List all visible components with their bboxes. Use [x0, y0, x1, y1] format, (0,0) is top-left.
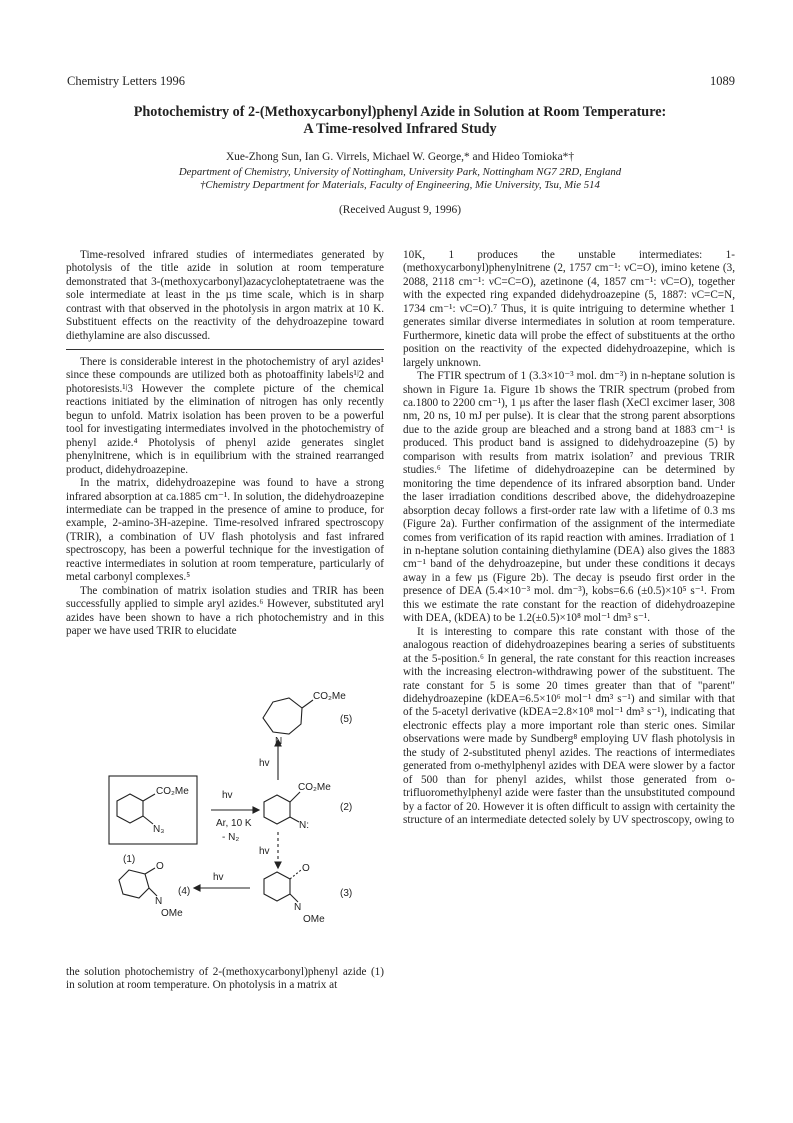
c4-ome-label: OMe — [161, 908, 183, 919]
c3-n-label: N — [294, 902, 302, 913]
title-line-2: A Time-resolved Infrared Study — [303, 121, 497, 137]
c5-n-label: N — [275, 736, 283, 747]
paragraph: It is interesting to compare this rate constant with those of the analogous reaction of didehydroazepines bearing a series of substituents at the 5-position.⁶ In general, the rate constant for this reaction increases with the increasing electron-withdrawing power of the substituent. The rate constant for 5 is some 20 times greater than that of "parent" didehydroazepine (kDEA=6.5×10⁶ mol⁻¹ dm³ s⁻¹) and similar with that of the 5-acetyl derivative (kDEA=2.8×10⁸ mol⁻¹ dm³ s⁻¹), indicating that electronic effects play a more important role than steric ones. Similar observations were made by Sundberg⁸ employing UV flash photolysis in the study of 2-substituted phenyl azides. The reactions of intermediates generated from o-methylphenyl azides with DEA were slower by a factor of 500 than for phenyl azides, whilst those generated from o-trifluoromethylphenyl azide were faster than the unsubstituted compound by a factor of 20. However it is often difficult to assign with certainity the structure of an intermediate detected solely by UV spectroscopy, owing to — [403, 625, 735, 827]
hv-label-2: hv — [259, 758, 270, 769]
paragraph: There is considerable interest in the photochemistry of aryl azides¹ since these compounds are utilized both as photoaffinity labels¹ʲ2 and photoresists.¹ʲ3 However the complete picture of the chemical reactions initiated by the elimination of nitrogen has only recently begun to unfold. Matrix isolation has been proven to be a powerful tool for investigating intermediates involved in the photochemistry of phenyl azide.⁴ Photolysis of phenyl azide generates singlet phenylnitrene, which is in equilibrium with the strained rearranged product, didehydroazepine. — [66, 356, 384, 476]
hv-label-1: hv — [222, 790, 233, 801]
right-column — [403, 249, 735, 827]
left-column-bottom — [66, 966, 384, 993]
page-number: 1089 — [710, 74, 735, 88]
abstract-divider — [66, 349, 384, 350]
reaction-scheme — [95, 682, 390, 940]
compound-3-ring — [264, 872, 290, 901]
compound-2-ring — [264, 795, 290, 824]
compound-4-ring — [119, 870, 149, 898]
affiliation-1: Department of Chemistry, University of Nottingham, University Park, Nottingham NG7 2RD, England — [178, 166, 622, 178]
ar-conditions-label: Ar, 10 K — [216, 818, 252, 829]
article-title — [60, 104, 740, 138]
c5-co2me-label: CO₂Me — [313, 691, 346, 702]
hv-label-3: hv — [259, 846, 270, 857]
authors: Xue-Zhong Sun, Ian G. Virrels, Michael W. George,* and Hideo Tomioka*† — [225, 151, 575, 163]
abstract-text: Time-resolved infrared studies of intermediates generated by photolysis of the title azide in solution at room temperature demonstrated that 3-(methoxycarbonyl)azacycloheptatetraene was the sole intermediate at least in the µs time scale, which is in sharp contrast with that observed in the photolysis in argon matrix at 10 K. Substituent effects on the reactivity of the dehydroazepine toward diethylamine are also discussed. — [66, 249, 384, 342]
hv-label-4: hv — [213, 872, 224, 883]
abstract — [66, 249, 384, 343]
c4-o-label: O — [156, 861, 164, 872]
title-line-1: Photochemistry of 2-(Methoxycarbonyl)phenyl Azide in Solution at Room Temperature: — [133, 104, 667, 120]
c1-label: (1) — [123, 854, 136, 865]
paragraph: 10K, 1 produces the unstable intermediates: 1-(methoxycarbonyl)phenylnitrene (2, 1757 cm⁻¹: νC=O), imino ketene (3, 2088, 2118 cm⁻¹: νC=C=O), azetinone (4, 1857 cm⁻¹: νC=O), together with the expected ring expanded didehydroazepine (5, 1887: νC=C=N, 1734 cm⁻¹: νC=O).⁷ Thus, it is quite intriguing to determine whether 1 generates similar diverse intermediates in solution at room temperature. Furthermore, kinetic data will probe the effect of substituents at the ortho position on the reactivity of the expected didehydroazepine, which is largely unknown. — [403, 249, 735, 369]
paragraph: In the matrix, didehydroazepine was found to have a strong infrared absorption at ca.1885 cm⁻¹. In solution, the didehydroazepine intermediate can be trapped in the presence of amine to produce, for example, 2-amino-3H-azepine. Time-resolved infrared spectroscopy (TRIR), a combination of UV flash photolysis and fast infrared spectroscopy, has been a powerful technique for the investigation of reactive intermediates in solution at room temperature, particularly of metal carbonyl complexes.⁵ — [66, 477, 384, 584]
c4-n-label: N — [155, 896, 163, 907]
journal-header: Chemistry Letters 1996 — [67, 74, 186, 88]
compound-1-ring — [117, 794, 143, 823]
c1-co2me-label: CO₂Me — [156, 786, 189, 797]
left-column — [66, 356, 384, 639]
c3-ome-label: OMe — [303, 914, 325, 925]
compound-5-ring — [263, 698, 302, 734]
received-date: (Received August 9, 1996) — [338, 204, 462, 216]
c2-label: (2) — [340, 802, 353, 813]
minus-n2-label: - N₂ — [222, 832, 240, 843]
paragraph: the solution photochemistry of 2-(methoxycarbonyl)phenyl azide (1) in solution at room temperature. On photolysis in a matrix at — [66, 966, 384, 992]
c3-label: (3) — [340, 888, 353, 899]
c1-n3-label: N₃ — [153, 824, 165, 835]
affiliation-2: †Chemistry Department for Materials, Faculty of Engineering, Mie University, Tsu, Mie 514 — [200, 179, 600, 191]
c2-nitrene-label: N: — [299, 820, 309, 831]
c5-label: (5) — [340, 714, 353, 725]
c2-co2me-label: CO₂Me — [298, 782, 331, 793]
c3-o-label: O — [302, 863, 310, 874]
paragraph: The combination of matrix isolation studies and TRIR has been successfully applied to simple aryl azides.⁶ However, substituted aryl azides have been shown to have a rich photochemistry and in this paper we have used TRIR to elucidate — [66, 584, 384, 638]
paragraph: The FTIR spectrum of 1 (3.3×10⁻³ mol. dm⁻³) in n-heptane solution is shown in Figure 1a. Figure 1b shows the TRIR spectrum (probed from ca.1800 to 2200 cm⁻¹), 1 µs after the laser flash (XeCl excimer laser, 308 nm, 20 ns, 10 mJ per pulse). It is clear that the strong parent absorptions due to the azide group are bleached and a strong band at 1883 cm⁻¹ is produced. This product band is assigned to didehydroazepine (5) by comparison with results from matrix isolation⁷ and previous TRIR studies.⁶ The lifetime of didehydroazepine can be determined by monitoring the time dependence of its infrared absorption band. Under the laser irradiation conditions described above, the didehydroazepine absorption decay follows a first-order rate law with a lifetime of 0.3 ms (Figure 2a). Further confirmation of the assignment of the intermediate comes from verification of its rapid reaction with amines. Irradiation of 1 in n-heptane solution containing diethylamine (DEA) also gives the 1883 cm⁻¹ band of the dehydroazepine, but under these conditions it decays away in a few µs (Figure 2b). The decay is pseudo first order in the presence of DEA (5.4×10⁻³ mol. dm⁻³), kobs=6.6 (±0.5)×10⁵ s⁻¹. From this we estimate the rate constant for the reaction of didehydroazepine with DEA, (kDEA) to be 1.2(±0.5)×10⁸ mol⁻¹ dm³ s⁻¹. — [403, 370, 735, 625]
c4-label: (4) — [178, 886, 191, 897]
